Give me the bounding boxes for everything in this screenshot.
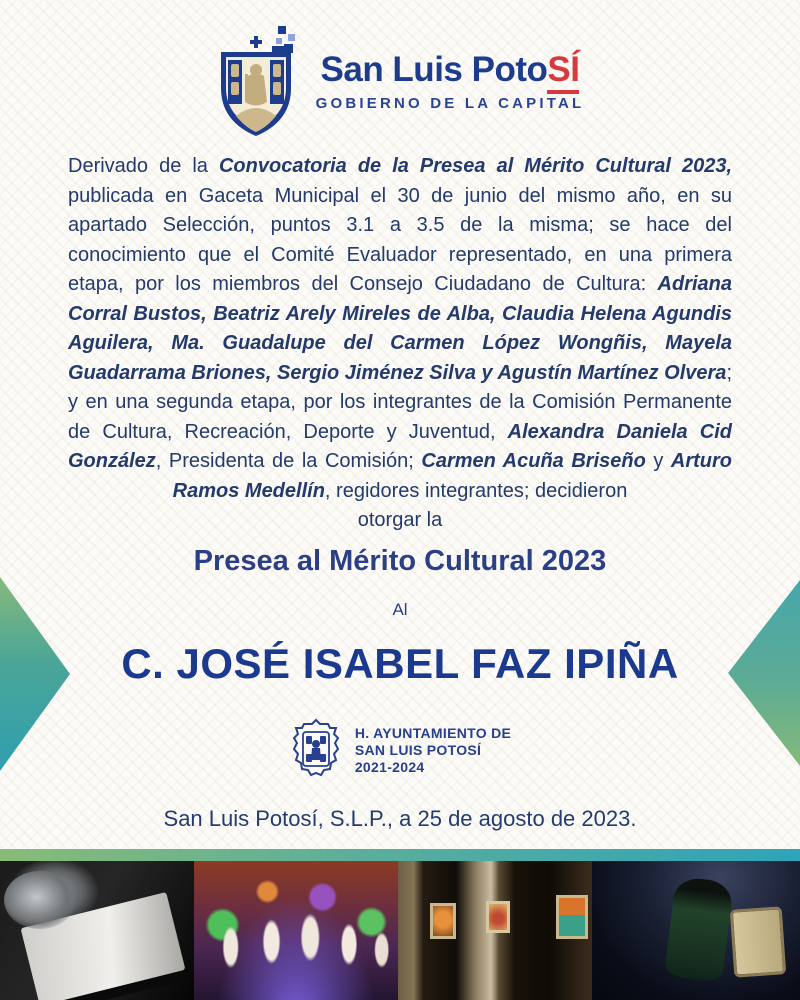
slp-coat-of-arms-icon (216, 24, 302, 140)
recipient-name: C. JOSÉ ISABEL FAZ IPIÑA (121, 640, 679, 687)
brand-title: San Luis PotoSÍ (321, 52, 580, 89)
date-line: San Luis Potosí, S.L.P., a 25 de agosto de 2023. (163, 806, 637, 831)
closing-line: otorgar la (357, 509, 443, 531)
ayuntamiento-block (0, 718, 800, 782)
brand-suffix: SÍ (547, 50, 579, 94)
folk-dancers-photo (194, 861, 398, 1000)
award-preposition: Al (392, 600, 408, 619)
gallery-painting-2 (486, 901, 510, 933)
seal-line-1: H. AYUNTAMIENTO DE (354, 724, 512, 741)
writing-hand-photo (0, 861, 194, 1000)
photo-strip (0, 861, 800, 1000)
body-paragraph: Derivado de la Convocatoria de la Presea al Mérito Cultural 2023, publicada en Gaceta Municipal el 30 de junio del mismo año, en su apartado Selección, puntos 3.1 a 3.5 de la misma; se hace del conocimiento que el Comité Evaluador representado, en una primera etapa, por los miembros del Consejo Ciudadano de Cultura: Adriana Corral Bustos, Beatriz Arely Mireles de Alba, Claudia Helena Agundis Aguilera, Ma. Guadalupe del Carmen López Wongñis, Mayela Guadarrama Briones, Sergio Jiménez Silva y Agustín Martínez Olvera; y en una segunda etapa, por los integrantes de la Comisión Permanente de Cultura, Recreación, Deporte y Juventud, Alexandra Daniela Cid González, Presidenta de la Comisión; Carmen Acuña Briseño y Arturo Ramos Medellín, regidores integrantes; decidieron (68, 155, 733, 502)
gradient-divider (0, 849, 800, 861)
brand-wordmark (316, 52, 585, 112)
gallery-painting-3 (556, 895, 588, 939)
award-title: Presea al Mérito Cultural 2023 (193, 545, 607, 577)
header-logo (0, 24, 800, 140)
ayuntamiento-text (355, 725, 511, 776)
brand-tagline: GOBIERNO DE LA CAPITAL (315, 94, 585, 112)
seal-line-2: SAN LUIS POTOSÍ (354, 741, 482, 758)
ayuntamiento-seal-icon (289, 718, 343, 782)
seal-line-3: 2021-2024 (354, 758, 425, 775)
art-gallery-photo (398, 861, 592, 1000)
theater-performer-photo (592, 861, 800, 1000)
gallery-painting-1 (430, 903, 456, 939)
announcement-body (68, 152, 732, 536)
